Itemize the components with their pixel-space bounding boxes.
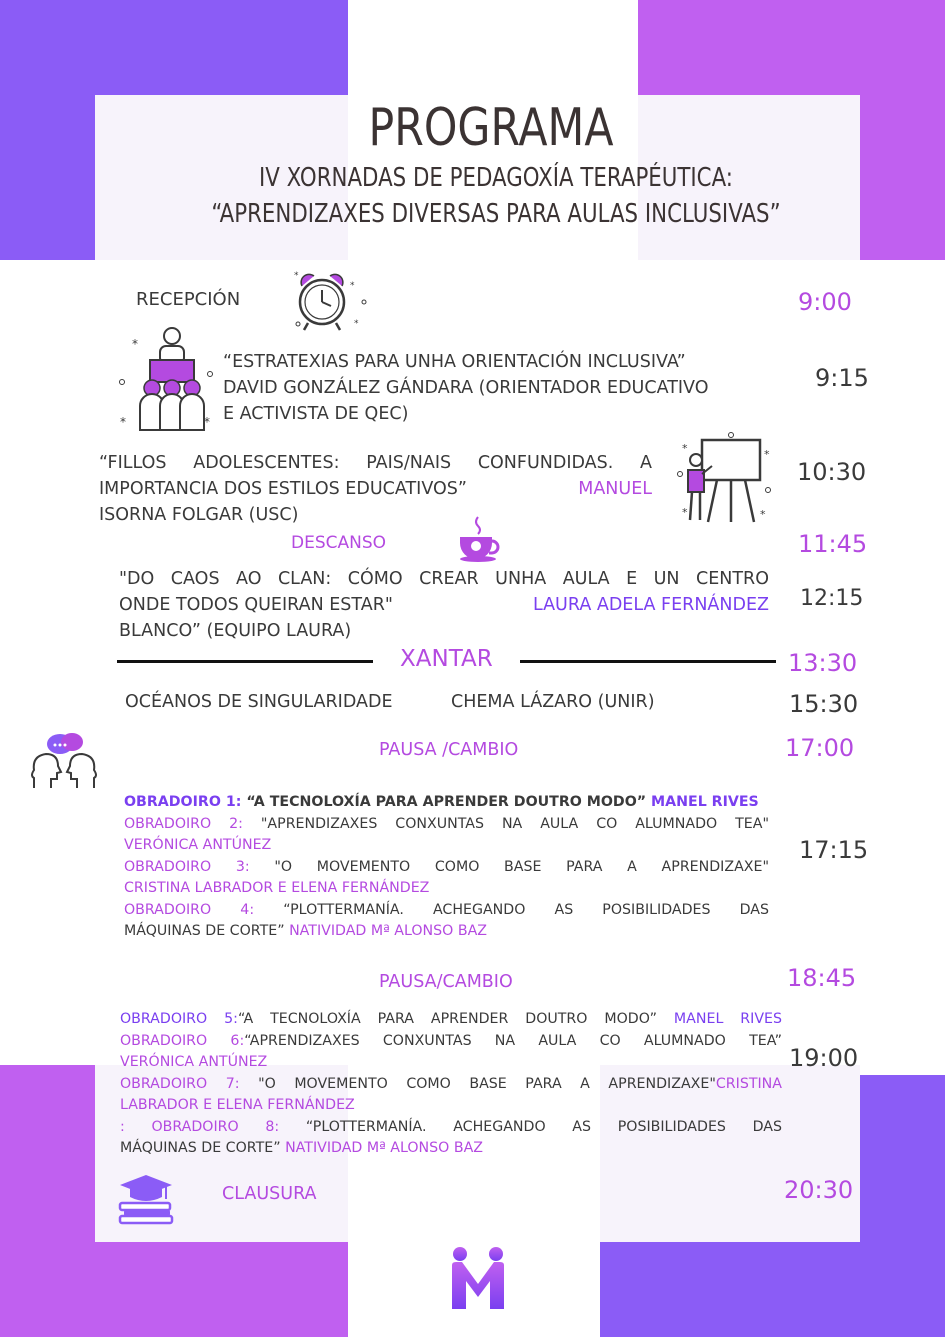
coffee-cup-icon <box>456 515 506 563</box>
workshop-8-label: : OBRADOIRO 8: <box>120 1118 280 1135</box>
talk1-speaker-line1: DAVID GONZÁLEZ GÁNDARA (ORIENTADOR EDUCATIVO <box>223 378 709 398</box>
talk2-title-end: IMPORTANCIA DOS ESTILOS EDUCATIVOS” <box>99 479 467 499</box>
time-closing: 20:30 <box>784 1176 854 1204</box>
workshops-block-1 <box>124 792 769 943</box>
workshop-3-speaker: CRISTINA LABRADOR E ELENA FERNÁNDEZ <box>124 880 430 896</box>
workshop-2 <box>124 814 769 836</box>
workshop-3-title: "O MOVEMENTO COMO BASE PARA A APRENDIZAXE" <box>249 858 769 875</box>
time-reception: 9:00 <box>798 288 852 316</box>
divider-right <box>520 660 776 663</box>
graduation-books-icon <box>116 1173 176 1225</box>
talk3-speaker-line: BLANCO” (EQUIPO LAURA) <box>119 621 352 641</box>
pause1-label: PAUSA /CAMBIO <box>379 740 519 760</box>
svg-text:*: * <box>204 415 210 429</box>
closing-label: CLAUSURA <box>222 1184 317 1204</box>
talk3-line1: "DO CAOS AO CLAN: CÓMO CREAR UNHA AULA E UN CENTRO <box>119 569 769 589</box>
talk2-speaker-first: MANUEL <box>578 479 652 499</box>
lunch-label: XANTAR <box>400 646 493 672</box>
time-workshops2: 19:00 <box>789 1044 859 1072</box>
subtitle-line-1: IV XORNADAS DE PEDAGOXÍA TERAPÉUTICA: <box>259 163 733 193</box>
workshop-8 <box>120 1117 782 1139</box>
talk1-title: “ESTRATEXIAS PARA UNHA ORIENTACIÓN INCLUSIVA” <box>223 352 686 372</box>
workshop-6-title: “APRENDIZAXES CONXUNTAS NA AULA CO ALUMNADO TEA” <box>244 1032 782 1049</box>
talk1-speaker-line2: E ACTIVISTA DE QEC) <box>223 404 409 424</box>
talk4-speaker: CHEMA LÁZARO (UNIR) <box>451 692 655 712</box>
workshop-4-speaker: NATIVIDAD Mª ALONSO BAZ <box>289 923 487 939</box>
workshop-2-speaker: VERÓNICA ANTÚNEZ <box>124 837 272 853</box>
workshops-block-2 <box>120 1009 782 1160</box>
logo-m-icon <box>450 1245 506 1313</box>
teacher-whiteboard-icon <box>672 430 777 525</box>
workshop-6-speaker: VERÓNICA ANTÚNEZ <box>120 1054 268 1070</box>
time-talk4: 15:30 <box>789 690 859 718</box>
talk2-speaker-line: ISORNA FOLGAR (USC) <box>99 505 299 525</box>
talk2-line1: “FILLOS ADOLESCENTES: PAIS/NAIS CONFUNDIDAS. A <box>99 453 652 473</box>
workshop-1-title: “A TECNOLOXÍA PARA APRENDER DOUTRO MODO” <box>241 794 652 810</box>
time-lunch: 13:30 <box>788 649 858 677</box>
workshop-5-speaker: MANEL RIVES <box>673 1011 783 1027</box>
svg-text:*: * <box>760 508 766 521</box>
pause2-label: PAUSA/CAMBIO <box>379 972 513 992</box>
workshop-5 <box>120 1009 782 1031</box>
workshop-1-speaker: MANEL RIVES <box>651 794 759 810</box>
talk3-speaker-first: LAURA ADELA FERNÁNDEZ <box>532 595 769 615</box>
workshop-5-label: OBRADOIRO 5: <box>120 1011 238 1027</box>
svg-text:*: * <box>294 271 299 281</box>
svg-text:*: * <box>764 448 770 461</box>
time-pause2: 18:45 <box>787 964 857 992</box>
workshop-5-title: “A TECNOLOXÍA PARA APRENDER DOUTRO MODO” <box>237 1011 674 1027</box>
workshop-1-label: OBRADOIRO 1: <box>124 794 242 810</box>
workshop-7-title: "O MOVEMENTO COMO BASE PARA A APRENDIZAXE" <box>239 1075 716 1092</box>
speaker-podium-icon <box>112 322 217 434</box>
workshop-4-title-end: MÁQUINAS DE CORTE” <box>124 923 290 939</box>
talk3-title-end: ONDE TODOS QUEIRAN ESTAR" <box>119 595 393 615</box>
break-label: DESCANSO <box>291 533 387 553</box>
time-workshops1: 17:15 <box>799 836 869 864</box>
workshop-8-line2 <box>120 1138 782 1160</box>
divider-left <box>117 660 373 663</box>
workshop-4-title: “PLOTTERMANÍA. ACHEGANDO AS POSIBILIDADES DAS <box>254 901 769 918</box>
workshop-2-label: OBRADOIRO 2: <box>124 815 243 832</box>
reception-label: RECEPCIÓN <box>136 289 241 310</box>
time-break: 11:45 <box>798 530 868 558</box>
workshop-3-label: OBRADOIRO 3: <box>124 858 250 875</box>
workshop-7-speaker-first: CRISTINA <box>715 1075 782 1092</box>
time-talk2: 10:30 <box>797 458 867 486</box>
time-pause1: 17:00 <box>785 734 855 762</box>
time-talk3: 12:15 <box>800 586 864 611</box>
svg-text:*: * <box>132 337 138 351</box>
time-talk1: 9:15 <box>815 364 869 392</box>
talk4-title: OCÉANOS DE SINGULARIDADE <box>125 692 393 712</box>
svg-text:*: * <box>354 319 359 329</box>
subtitle-line-2: “APRENDIZAXES DIVERSAS PARA AULAS INCLUSIVAS” <box>211 199 781 229</box>
workshop-6 <box>120 1031 782 1053</box>
workshop-2-title: "APRENDIZAXES CONXUNTAS NA AULA CO ALUMNADO TEA" <box>242 815 769 832</box>
talk2-line2 <box>99 476 652 502</box>
workshop-4-line2 <box>124 921 769 943</box>
workshop-4 <box>124 900 769 922</box>
svg-text:*: * <box>120 415 126 429</box>
workshop-7-label: OBRADOIRO 7: <box>120 1075 240 1092</box>
workshop-3 <box>124 857 769 879</box>
page-title: PROGRAMA <box>368 98 614 158</box>
workshop-7 <box>120 1074 782 1096</box>
workshop-8-speaker: NATIVIDAD Mª ALONSO BAZ <box>285 1140 483 1156</box>
chat-heads-icon <box>30 732 98 790</box>
svg-text:*: * <box>350 281 355 291</box>
workshop-7-speaker: LABRADOR E ELENA FERNÁNDEZ <box>120 1097 355 1113</box>
workshop-1 <box>124 792 769 814</box>
workshop-6-label: OBRADOIRO 6: <box>120 1032 245 1049</box>
workshop-4-label: OBRADOIRO 4: <box>124 901 255 918</box>
talk3-line2 <box>119 592 769 618</box>
workshop-8-title: “PLOTTERMANÍA. ACHEGANDO AS POSIBILIDADES DAS <box>279 1118 782 1135</box>
workshop-8-title-end: MÁQUINAS DE CORTE” <box>120 1140 286 1156</box>
alarm-clock-icon <box>290 268 370 338</box>
svg-text:*: * <box>682 506 688 519</box>
svg-text:*: * <box>682 442 688 455</box>
white-center-column <box>348 0 638 95</box>
